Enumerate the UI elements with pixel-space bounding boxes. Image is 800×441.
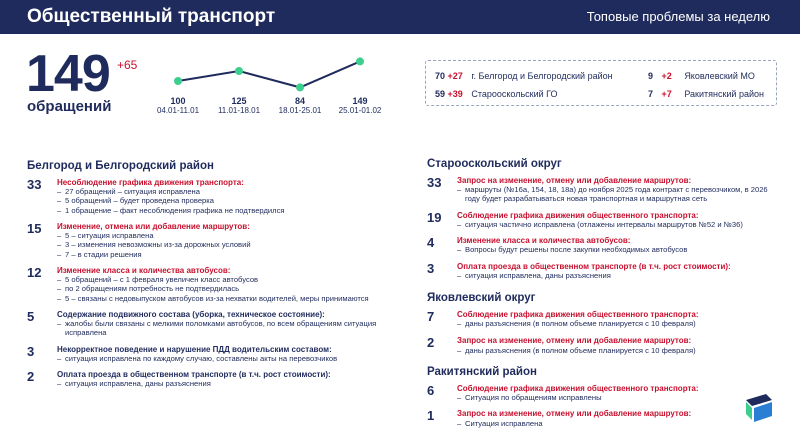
issue-line: – 5 – ситуация исправлена	[57, 231, 387, 240]
region-row	[435, 89, 558, 99]
issue-item	[427, 262, 777, 280]
region-name: Ракитянский район	[684, 89, 764, 99]
issue-count: 2	[427, 335, 435, 351]
top-regions-box	[425, 60, 777, 106]
issue-line: – ситуация исправлена, даны разъяснения	[57, 379, 387, 388]
trend-label	[328, 97, 392, 116]
issue-topic: Содержание подвижного состава (уборка, техническое состояние):	[57, 309, 325, 319]
logo-icon	[744, 392, 774, 422]
trend-value: 84	[294, 96, 305, 106]
issue-topic: Изменение класса и количества автобусов:	[457, 236, 631, 246]
trend-label	[207, 97, 271, 116]
trend-period: 11.01-18.01	[217, 105, 261, 115]
issue-item	[427, 236, 777, 254]
issue-count: 3	[27, 343, 35, 359]
issue-count: 12	[27, 264, 42, 280]
section-stary-oskol	[427, 158, 777, 280]
issue-item	[427, 211, 777, 229]
region-name: Яковлевский МО	[684, 71, 755, 81]
issue-line: – жалобы были связаны с мелкими поломками автобусов, по всем обращениям ситуация исправлена	[57, 319, 387, 338]
trend-line	[178, 61, 360, 87]
issue-count: 15	[27, 220, 42, 236]
region-delta: +39	[447, 89, 463, 99]
issue-line: – Вопросы будут решены после закупки необходимых автобусов	[457, 245, 777, 254]
issue-line: – Ситуация по обращениям исправлены	[457, 393, 737, 402]
issue-topic: Изменение, отмена или добавление маршрутов:	[57, 221, 250, 231]
issue-count: 2	[27, 368, 35, 384]
issue-count: 6	[427, 383, 435, 398]
issue-line: – 1 обращение – факт несоблюдения графика не подтвердился	[57, 206, 387, 215]
region-delta: +2	[661, 71, 672, 81]
region-row	[648, 71, 755, 81]
issue-count: 5	[27, 308, 35, 324]
issue-line: – 27 обращений – ситуация исправлена	[57, 187, 387, 196]
trend-label	[146, 97, 210, 116]
issue-line: – 3 – изменения невозможны из-за дорожных условий	[57, 240, 387, 249]
issue-topic: Оплата проезда в общественном транспорте (в т.ч. рост стоимости):	[57, 369, 331, 379]
issue-count: 1	[427, 408, 435, 424]
issue-topic: Оплата проезда в общественном транспорте (в т.ч. рост стоимости):	[457, 261, 731, 271]
trend-value: 100	[170, 96, 186, 106]
section-title: Яковлевский округ	[427, 292, 536, 304]
header-bar	[0, 0, 800, 34]
issue-item	[427, 310, 777, 328]
region-count: 59	[435, 89, 446, 99]
issue-item	[27, 266, 387, 303]
issue-count: 19	[427, 209, 442, 225]
issue-count: 33	[27, 177, 42, 192]
region-count: 7	[648, 89, 654, 99]
issue-line: – ситуация частично исправлена (отлажены интервалы маршрутов №52 и №36)	[457, 220, 777, 229]
issue-line: – Ситуация исправлена	[457, 419, 737, 428]
issue-line: – 5 обращений – будет проведена проверка	[57, 196, 387, 205]
issue-topic: Изменение класса и количества автобусов:	[57, 265, 231, 275]
issue-topic: Несоблюдение графика движения транспорта:	[57, 178, 244, 187]
section-title: Старооскольский округ	[427, 158, 562, 170]
issue-topic: Запрос на изменение, отмену или добавление маршрутов:	[457, 409, 692, 419]
region-row	[648, 89, 764, 99]
region-name: Старооскольский ГО	[471, 89, 558, 99]
issue-line: – ситуация исправлена по каждому случаю, составлены акты на перевозчиков	[57, 354, 387, 363]
trend-value: 125	[231, 96, 247, 106]
issue-line: – 5 обращений – с 1 февраля увеличен класс автобусов	[57, 275, 387, 284]
issue-line: – ситуация исправлена, даны разъяснения	[457, 271, 777, 280]
issue-item	[427, 409, 737, 427]
issue-topic: Запрос на изменение, отмену или добавление маршрутов:	[457, 176, 692, 185]
issue-count: 7	[427, 309, 435, 324]
issue-line: – даны разъяснения (в полном объеме планируется с 10 февраля)	[457, 319, 777, 328]
total-count: 149	[26, 45, 110, 103]
issue-item	[427, 336, 777, 354]
issue-item	[427, 384, 737, 402]
region-row	[435, 71, 613, 81]
trend-point	[296, 83, 304, 91]
region-delta: +7	[661, 89, 672, 99]
region-count: 9	[648, 71, 654, 81]
region-delta: +27	[447, 71, 463, 81]
issue-count: 3	[427, 260, 435, 276]
issue-item	[427, 176, 777, 204]
trend-chart	[150, 55, 380, 125]
trend-point	[356, 57, 364, 65]
page-subtitle: Топовые проблемы за неделю	[586, 9, 770, 24]
region-count: 70	[435, 71, 446, 81]
issue-item	[27, 178, 387, 215]
section-title: Ракитянский район	[427, 366, 537, 378]
trend-period: 18.01-25.01	[278, 105, 322, 115]
trend-value: 149	[352, 96, 368, 106]
issue-topic: Запрос на изменение, отмену или добавление маршрутов:	[457, 336, 692, 346]
issue-item	[27, 310, 387, 338]
issue-topic: Соблюдение графика движения общественного транспорта:	[457, 310, 699, 319]
issue-line: – 5 – связаны с недовыпуском автобусов из-за нехватки водителей, меры принимаются	[57, 294, 387, 303]
issue-item	[27, 345, 387, 363]
total-delta: +65	[117, 58, 138, 72]
region-name: г. Белгород и Белгородский район	[471, 71, 613, 81]
section-rakityan	[427, 366, 737, 428]
section-title: Белгород и Белгородский район	[27, 160, 214, 172]
issue-line: – 7 – в стадии решения	[57, 250, 387, 259]
trend-period: 25.01-01.02	[338, 105, 382, 115]
issue-line: – по 2 обращениям потребность не подтвердилась	[57, 284, 387, 293]
issue-count: 4	[427, 235, 435, 251]
section-belgorod	[27, 160, 387, 388]
issue-topic: Соблюдение графика движения общественного транспорта:	[457, 210, 699, 220]
issue-item	[27, 370, 387, 388]
page-title: Общественный транспорт	[27, 6, 276, 27]
issue-line: – даны разъяснения (в полном объеме планируется с 10 февраля)	[457, 346, 777, 355]
trend-period: 04.01-11.01	[156, 105, 200, 115]
trend-point	[235, 67, 243, 75]
total-label: обращений	[27, 98, 112, 115]
trend-point	[174, 77, 182, 85]
issue-count: 33	[427, 175, 442, 190]
issue-topic: Соблюдение графика движения общественного транспорта:	[457, 384, 699, 393]
section-yakovlev	[427, 292, 777, 355]
issue-line: – маршруты (№16а, 154, 18, 18а) до ноября 2025 года контракт с перевозчиком, в 2026 году будет разрабатываться новая транспортная и маршрутная сеть	[457, 185, 777, 204]
trend-label	[268, 97, 332, 116]
issue-topic: Некорректное поведение и нарушение ПДД водительским составом:	[57, 344, 332, 354]
issue-item	[27, 222, 387, 259]
